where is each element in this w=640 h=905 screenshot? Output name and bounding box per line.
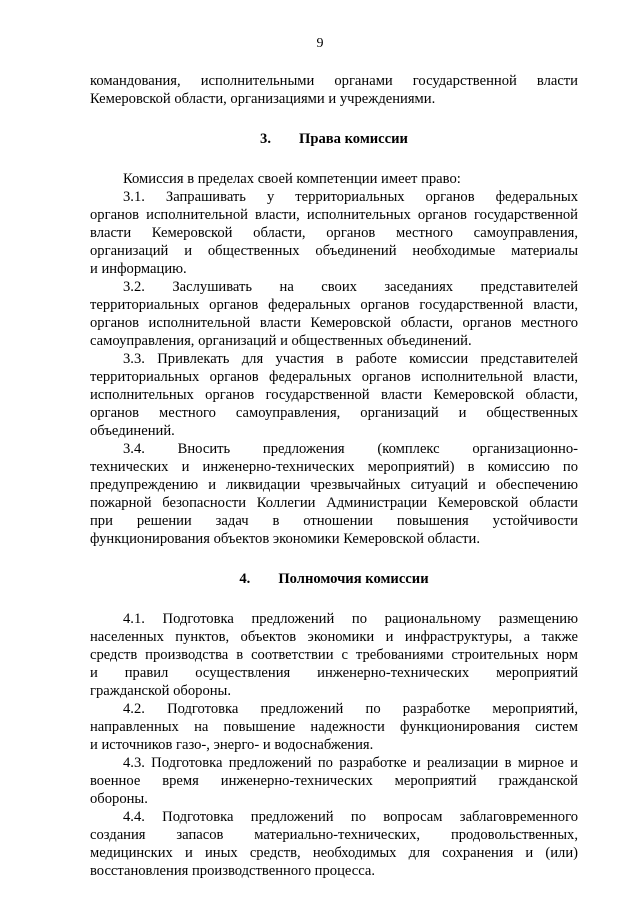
page-number: 9 [316, 36, 324, 51]
text-line: пожарной безопасности Коллегии Администрации Кемеровской области [90, 495, 578, 511]
clause-4-1 [90, 610, 578, 700]
section-number: 3. [260, 131, 271, 147]
section-title: Права комиссии [299, 131, 408, 147]
text-line: направленных на повышение надежности функционирования систем [90, 719, 578, 735]
text-line: средств производства в соответствии с требованиями строительных норм [90, 647, 578, 663]
clause-3-3 [90, 350, 578, 440]
text-line: при решении задач в отношении повышения устойчивости [90, 513, 578, 529]
text-line: самоуправления, организаций и общественных объединений. [90, 333, 472, 349]
text-line: 4.2. Подготовка предложений по разработке мероприятий, [123, 701, 578, 717]
text-line: 4.3. Подготовка предложений по разработке и реализации в мирное и [123, 755, 578, 771]
text-line: 4.1. Подготовка предложений по рациональному размещению [123, 611, 578, 627]
section-number: 4. [239, 571, 251, 587]
text-line: и информацию. [90, 261, 187, 277]
text-line: объединений. [90, 423, 175, 439]
text-line: населенных пунктов, объектов экономики и инфраструктуры, а также [90, 629, 578, 645]
text-line: 3.4. Вносить предложения (комплекс организационно- [123, 441, 578, 457]
text-line: 3.3. Привлекать для участия в работе комиссии представителей [123, 351, 578, 367]
text-line: создания запасов материально-технических, продовольственных, [90, 827, 578, 843]
text-line: функционирования объектов экономики Кемеровской области. [90, 531, 480, 547]
text-line: власти Кемеровской области, органов местного самоуправления, [90, 225, 578, 241]
section-title: Полномочия комиссии [278, 571, 429, 587]
section-3-lead [90, 170, 578, 188]
text-line: территориальных органов федеральных органов исполнительной власти, [90, 369, 578, 385]
text-line: предупреждению и ликвидации чрезвычайных ситуаций и обеспечению [90, 477, 578, 493]
text-line: обороны. [90, 791, 148, 807]
clause-4-4 [90, 808, 578, 880]
text-line: 3.2. Заслушивать на своих заседаниях представителей [123, 279, 578, 295]
text-line: медицинских и иных средств, необходимых для сохранения и (или) [90, 845, 578, 861]
text-line: Кемеровской области, организациями и учреждениями. [90, 91, 436, 107]
text-line: военное время инженерно-технических мероприятий гражданской [90, 773, 578, 789]
clause-4-2 [90, 700, 578, 754]
text-line: органов исполнительной власти Кемеровской области, органов местного [90, 315, 578, 331]
clause-3-1 [90, 188, 578, 278]
text-line: 4.4. Подготовка предложений по вопросам заблаговременного [123, 809, 578, 825]
text-line: органов исполнительной власти, исполнительных органов государственной [90, 207, 578, 223]
text-line: Комиссия в пределах своей компетенции имеет право: [123, 171, 461, 187]
text-line: организаций и общественных объединений необходимые материалы [90, 243, 578, 259]
section-4-heading [90, 570, 578, 588]
text-line: исполнительных органов государственной власти Кемеровской области, [90, 387, 578, 403]
clause-4-3 [90, 754, 578, 808]
text-line: восстановления производственного процесса. [90, 863, 375, 879]
text-line: 3.1. Запрашивать у территориальных органов федеральных [123, 189, 578, 205]
clause-3-4 [90, 440, 578, 548]
text-line: и источников газо-, энерго- и водоснабжения. [90, 737, 374, 753]
text-line: территориальных органов федеральных органов государственной власти, [90, 297, 578, 313]
text-line: органов местного самоуправления, организаций и общественных [90, 405, 578, 421]
text-line: и правил осуществления инженерно-технических мероприятий [90, 665, 578, 681]
section-3-heading [90, 130, 578, 148]
text-line: командования, исполнительными органами государственной власти [90, 73, 578, 89]
text-line: гражданской обороны. [90, 683, 232, 699]
text-line: технических и инженерно-технических мероприятий) в комиссию по [90, 459, 578, 475]
intro-paragraph [90, 72, 578, 108]
document-body [90, 72, 578, 880]
clause-3-2 [90, 278, 578, 350]
